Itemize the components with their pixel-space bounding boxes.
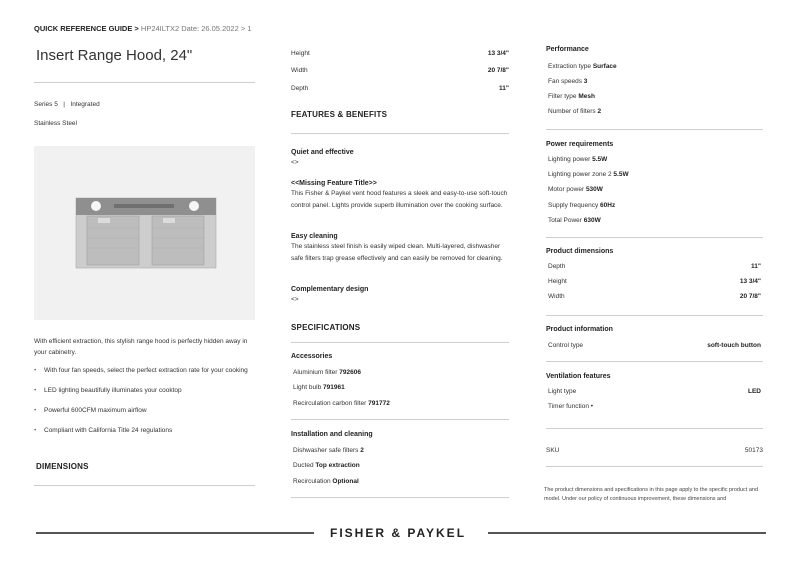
divider	[546, 361, 763, 362]
divider	[291, 342, 509, 343]
spec-value: 60Hz	[600, 202, 616, 209]
spec-value: 5.5W	[613, 171, 629, 178]
spec-value: soft-touch button	[707, 342, 761, 349]
spec-label: Control type	[548, 342, 584, 349]
dim-label: Width	[291, 67, 308, 74]
highlight-item: • LED lighting beautifully illuminates your cooktop	[34, 386, 259, 396]
installation-row	[293, 462, 360, 469]
spec-value: 2	[597, 108, 602, 115]
dim-value: 13 3/4"	[487, 50, 509, 57]
divider	[546, 129, 763, 130]
divider	[291, 133, 509, 134]
spec-value: Surface	[592, 63, 617, 70]
spec-label: Recirculation carbon filter	[293, 400, 367, 407]
performance-row	[548, 93, 595, 100]
accessory-row	[293, 369, 361, 376]
spec-label: Filter type	[548, 93, 577, 100]
dim-row	[548, 263, 761, 270]
sku-row	[546, 447, 763, 454]
ventilation-row	[548, 403, 593, 410]
divider	[546, 315, 763, 316]
info-row	[548, 342, 761, 349]
dim-label: Width	[548, 293, 565, 300]
dim-row	[291, 67, 509, 74]
installation-row	[293, 447, 364, 454]
spec-value: 2	[360, 447, 364, 454]
style: Integrated	[70, 101, 100, 108]
dim-label: Height	[291, 50, 310, 57]
performance-row	[548, 63, 617, 70]
spec-label: Dishwasher safe filters	[293, 447, 359, 454]
spec-value: •	[590, 403, 594, 410]
spec-label: Ducted	[293, 462, 314, 469]
feature-text: <>	[291, 296, 299, 303]
accessory-row	[293, 400, 390, 407]
power-row	[548, 171, 629, 178]
series: Series 5	[34, 101, 58, 108]
dims-table	[291, 50, 509, 92]
dim-value: 20 7/8"	[487, 67, 509, 74]
spec-label: Number of filters	[548, 108, 596, 115]
series-separator: |	[63, 101, 65, 108]
feature-title: Quiet and effective	[291, 149, 354, 156]
specifications-heading: SPECIFICATIONS	[291, 323, 361, 332]
range-hood-illustration	[34, 146, 255, 320]
dim-label: Height	[548, 278, 567, 285]
product-image	[34, 146, 255, 320]
performance-title: Performance	[546, 46, 589, 53]
spec-label: Timer function	[548, 403, 589, 410]
product-dimensions-title: Product dimensions	[546, 248, 614, 255]
dim-value: 11"	[499, 85, 509, 92]
ventilation-row	[548, 388, 761, 395]
feature-text: This Fisher & Paykel vent hood features a sleek and easy-to-use soft-touch control panel. Lights provide superb illumination over the cooking surface.	[291, 190, 508, 209]
dim-label: Depth	[548, 263, 566, 270]
spec-value: 530W	[585, 186, 603, 193]
spec-label: Supply frequency	[548, 202, 599, 209]
spec-label: Fan speeds	[548, 78, 582, 85]
dim-row	[548, 293, 761, 300]
spec-value: 630W	[583, 217, 601, 224]
dim-row	[291, 85, 509, 92]
spec-label: Lighting power zone 2	[548, 171, 612, 178]
dim-row	[548, 278, 761, 285]
ventilation-title: Ventilation features	[546, 373, 611, 380]
divider	[546, 237, 763, 238]
spec-label: Lighting power	[548, 156, 591, 163]
spec-label: Total Power	[548, 217, 582, 224]
feature-text: The stainless steel finish is easily wiped clean. Multi-layered, dishwasher safe filters trap grease effectively and can easily be removed for cleaning.	[291, 243, 503, 262]
power-row	[548, 156, 607, 163]
divider	[34, 485, 255, 486]
guide-label[interactable]: QUICK REFERENCE GUIDE >	[34, 24, 139, 33]
highlight-item: • With four fan speeds, select the perfect extraction rate for your cooking	[34, 366, 259, 376]
power-title: Power requirements	[546, 141, 614, 148]
dimensions-heading: DIMENSIONS	[36, 462, 89, 471]
breadcrumb	[34, 24, 251, 33]
spec-label: Extraction type	[548, 63, 591, 70]
feature-title: Complementary design	[291, 286, 369, 293]
feature-title: <<Missing Feature Title>>	[291, 180, 377, 187]
divider	[34, 82, 255, 83]
features-heading: FEATURES & BENEFITS	[291, 110, 388, 119]
page-number: 1	[247, 24, 252, 33]
model-date-link[interactable]: HP24ILTX2 Date: 26.05.2022 >	[140, 24, 246, 33]
finish: Stainless Steel	[34, 120, 77, 127]
spec-label: Light type	[548, 388, 577, 395]
dim-value: 20 7/8"	[739, 293, 761, 300]
highlight-item: • Compliant with California Title 24 regulations	[34, 426, 259, 436]
divider	[546, 428, 763, 429]
feature-title: Easy cleaning	[291, 233, 338, 240]
dim-value: 13 3/4"	[739, 278, 761, 285]
spec-label: Recirculation	[293, 478, 331, 485]
footer-rule-right	[488, 532, 766, 534]
sku-label: SKU	[546, 447, 560, 454]
power-row	[548, 202, 615, 209]
footer-rule-left	[36, 532, 314, 534]
spec-value: Optional	[332, 478, 359, 485]
spec-value: 3	[583, 78, 588, 85]
performance-row	[548, 108, 601, 115]
spec-label: Aluminium filter	[293, 369, 338, 376]
dim-row	[291, 50, 509, 57]
page-title: Insert Range Hood, 24"	[36, 47, 193, 64]
intro-text: With efficient extraction, this stylish range hood is perfectly hidden away in your cabinetry.	[34, 338, 248, 356]
divider	[291, 497, 509, 498]
spec-label: Light bulb	[293, 384, 322, 391]
disclaimer: The product dimensions and specifications in this page apply to the specific product and model. Under our policy of continuous improvement, these dimensions and	[544, 487, 759, 502]
highlights-list	[34, 366, 259, 446]
spec-value: LED	[748, 388, 761, 395]
performance-row	[548, 78, 587, 85]
series-line	[34, 101, 100, 108]
accessories-title: Accessories	[291, 353, 333, 360]
dim-value: 11"	[751, 263, 761, 270]
spec-value: Top extraction	[315, 462, 360, 469]
product-dimensions-table	[548, 263, 761, 300]
feature-text: <>	[291, 159, 299, 166]
dim-label: Depth	[291, 85, 309, 92]
spec-value: Mesh	[578, 93, 595, 100]
accessory-row	[293, 384, 345, 391]
power-row	[548, 217, 601, 224]
installation-row	[293, 478, 359, 485]
installation-title: Installation and cleaning	[291, 431, 373, 438]
product-information-title: Product information	[546, 326, 613, 333]
spec-value: 5.5W	[592, 156, 608, 163]
spec-label: Motor power	[548, 186, 585, 193]
spec-value: 792606	[339, 369, 361, 376]
highlight-item: • Powerful 600CFM maximum airflow	[34, 406, 259, 416]
brand-logo: FISHER & PAYKEL	[330, 526, 467, 540]
sku-value: 50173	[744, 447, 763, 454]
spec-value: 791772	[368, 400, 390, 407]
divider	[546, 466, 763, 467]
divider	[291, 419, 509, 420]
spec-value: 791961	[323, 384, 345, 391]
power-row	[548, 186, 603, 193]
